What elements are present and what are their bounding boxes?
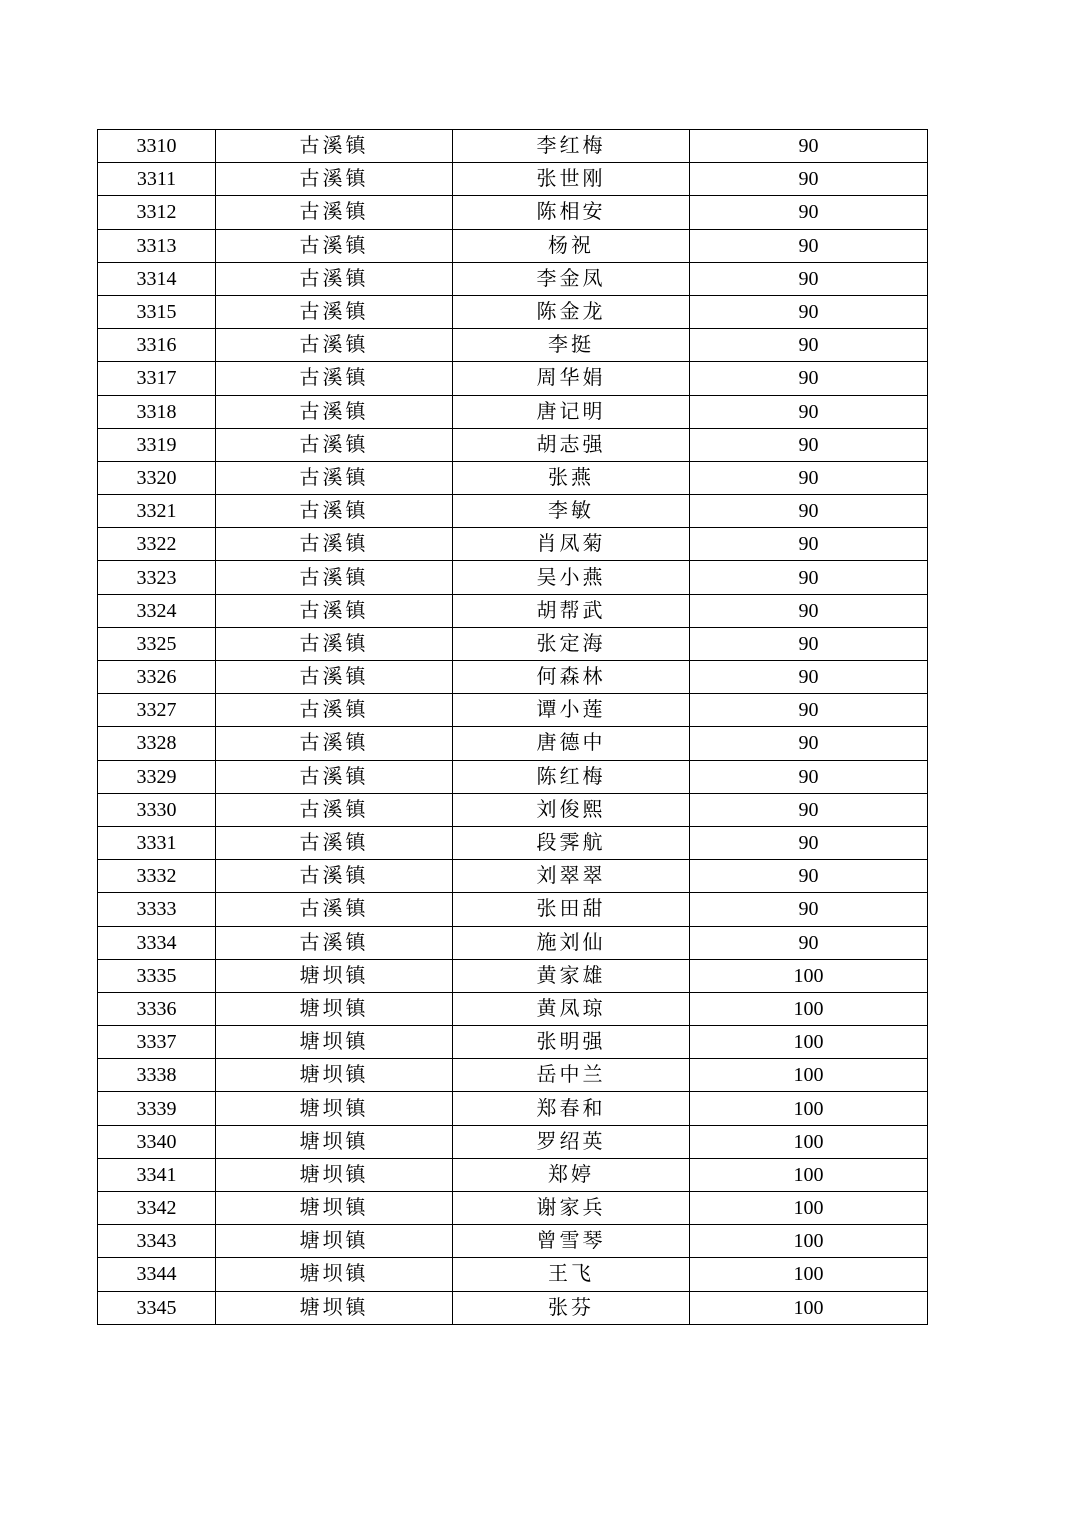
- row-number-cell: 3331: [98, 826, 216, 859]
- table-row: [98, 627, 928, 660]
- amount-cell: 100: [690, 1291, 928, 1324]
- table-row: [98, 1059, 928, 1092]
- table-row: [98, 1225, 928, 1258]
- table-row: [98, 860, 928, 893]
- amount-cell: 100: [690, 1158, 928, 1191]
- amount-cell: 90: [690, 826, 928, 859]
- person-name-cell: 胡志强: [453, 428, 690, 461]
- person-name-cell: 岳中兰: [453, 1059, 690, 1092]
- person-name-cell: 李挺: [453, 329, 690, 362]
- table-row: [98, 229, 928, 262]
- person-name-cell: 李金凤: [453, 262, 690, 295]
- row-number-cell: 3316: [98, 329, 216, 362]
- row-number-cell: 3318: [98, 395, 216, 428]
- person-name-cell: 张芬: [453, 1291, 690, 1324]
- row-number-cell: 3343: [98, 1225, 216, 1258]
- table-row: [98, 495, 928, 528]
- person-name-cell: 王飞: [453, 1258, 690, 1291]
- table-row: [98, 428, 928, 461]
- table-row: [98, 1258, 928, 1291]
- table-row: [98, 959, 928, 992]
- row-number-cell: 3335: [98, 959, 216, 992]
- person-name-cell: 刘翠翠: [453, 860, 690, 893]
- person-name-cell: 施刘仙: [453, 926, 690, 959]
- person-name-cell: 陈相安: [453, 196, 690, 229]
- row-number-cell: 3321: [98, 495, 216, 528]
- table-row: [98, 262, 928, 295]
- row-number-cell: 3315: [98, 295, 216, 328]
- town-cell: 古溪镇: [216, 860, 453, 893]
- amount-cell: 90: [690, 262, 928, 295]
- town-cell: 古溪镇: [216, 428, 453, 461]
- person-name-cell: 黄家雄: [453, 959, 690, 992]
- table-row: [98, 1092, 928, 1125]
- town-cell: 古溪镇: [216, 760, 453, 793]
- person-name-cell: 陈红梅: [453, 760, 690, 793]
- amount-cell: 90: [690, 760, 928, 793]
- town-cell: 古溪镇: [216, 793, 453, 826]
- person-name-cell: 郑春和: [453, 1092, 690, 1125]
- town-cell: 塘坝镇: [216, 1026, 453, 1059]
- town-cell: 古溪镇: [216, 262, 453, 295]
- person-name-cell: 张定海: [453, 627, 690, 660]
- amount-cell: 90: [690, 495, 928, 528]
- row-number-cell: 3334: [98, 926, 216, 959]
- amount-cell: 100: [690, 959, 928, 992]
- town-cell: 塘坝镇: [216, 1125, 453, 1158]
- person-name-cell: 唐德中: [453, 727, 690, 760]
- amount-cell: 90: [690, 395, 928, 428]
- town-cell: 塘坝镇: [216, 1258, 453, 1291]
- row-number-cell: 3320: [98, 461, 216, 494]
- amount-cell: 90: [690, 727, 928, 760]
- table-row: [98, 793, 928, 826]
- town-cell: 塘坝镇: [216, 1192, 453, 1225]
- amount-cell: 90: [690, 295, 928, 328]
- amount-cell: 90: [690, 196, 928, 229]
- table-row: [98, 196, 928, 229]
- amount-cell: 90: [690, 594, 928, 627]
- table-row: [98, 561, 928, 594]
- person-name-cell: 黄凤琼: [453, 992, 690, 1025]
- row-number-cell: 3337: [98, 1026, 216, 1059]
- table-row: [98, 528, 928, 561]
- amount-cell: 100: [690, 1059, 928, 1092]
- town-cell: 古溪镇: [216, 627, 453, 660]
- table-row: [98, 1291, 928, 1324]
- amount-cell: 90: [690, 163, 928, 196]
- person-name-cell: 何森林: [453, 661, 690, 694]
- table-row: [98, 461, 928, 494]
- person-name-cell: 曾雪琴: [453, 1225, 690, 1258]
- row-number-cell: 3329: [98, 760, 216, 793]
- town-cell: 塘坝镇: [216, 1158, 453, 1191]
- town-cell: 古溪镇: [216, 461, 453, 494]
- row-number-cell: 3345: [98, 1291, 216, 1324]
- row-number-cell: 3311: [98, 163, 216, 196]
- person-name-cell: 谭小莲: [453, 694, 690, 727]
- amount-cell: 100: [690, 1092, 928, 1125]
- table-row: [98, 826, 928, 859]
- person-name-cell: 段霁航: [453, 826, 690, 859]
- town-cell: 古溪镇: [216, 229, 453, 262]
- amount-cell: 90: [690, 627, 928, 660]
- town-cell: 塘坝镇: [216, 1059, 453, 1092]
- row-number-cell: 3326: [98, 661, 216, 694]
- row-number-cell: 3322: [98, 528, 216, 561]
- table-row: [98, 1125, 928, 1158]
- amount-cell: 90: [690, 661, 928, 694]
- roster-table: [97, 129, 928, 1325]
- amount-cell: 100: [690, 1192, 928, 1225]
- table-row: [98, 893, 928, 926]
- table-row: [98, 130, 928, 163]
- town-cell: 古溪镇: [216, 362, 453, 395]
- person-name-cell: 李敏: [453, 495, 690, 528]
- town-cell: 古溪镇: [216, 495, 453, 528]
- amount-cell: 90: [690, 130, 928, 163]
- person-name-cell: 肖凤菊: [453, 528, 690, 561]
- town-cell: 古溪镇: [216, 893, 453, 926]
- town-cell: 古溪镇: [216, 727, 453, 760]
- table-row: [98, 163, 928, 196]
- row-number-cell: 3313: [98, 229, 216, 262]
- row-number-cell: 3330: [98, 793, 216, 826]
- person-name-cell: 谢家兵: [453, 1192, 690, 1225]
- town-cell: 古溪镇: [216, 561, 453, 594]
- amount-cell: 90: [690, 428, 928, 461]
- row-number-cell: 3336: [98, 992, 216, 1025]
- town-cell: 古溪镇: [216, 926, 453, 959]
- town-cell: 古溪镇: [216, 528, 453, 561]
- town-cell: 塘坝镇: [216, 1291, 453, 1324]
- row-number-cell: 3314: [98, 262, 216, 295]
- row-number-cell: 3312: [98, 196, 216, 229]
- row-number-cell: 3338: [98, 1059, 216, 1092]
- row-number-cell: 3341: [98, 1158, 216, 1191]
- amount-cell: 90: [690, 694, 928, 727]
- row-number-cell: 3332: [98, 860, 216, 893]
- table-row: [98, 1192, 928, 1225]
- town-cell: 古溪镇: [216, 196, 453, 229]
- roster-table-body: [98, 130, 928, 1325]
- amount-cell: 90: [690, 329, 928, 362]
- row-number-cell: 3325: [98, 627, 216, 660]
- person-name-cell: 陈金龙: [453, 295, 690, 328]
- amount-cell: 100: [690, 1026, 928, 1059]
- row-number-cell: 3327: [98, 694, 216, 727]
- row-number-cell: 3328: [98, 727, 216, 760]
- town-cell: 塘坝镇: [216, 1092, 453, 1125]
- town-cell: 古溪镇: [216, 295, 453, 328]
- town-cell: 塘坝镇: [216, 959, 453, 992]
- town-cell: 古溪镇: [216, 694, 453, 727]
- row-number-cell: 3317: [98, 362, 216, 395]
- amount-cell: 90: [690, 926, 928, 959]
- person-name-cell: 唐记明: [453, 395, 690, 428]
- row-number-cell: 3342: [98, 1192, 216, 1225]
- town-cell: 古溪镇: [216, 163, 453, 196]
- town-cell: 古溪镇: [216, 661, 453, 694]
- amount-cell: 90: [690, 561, 928, 594]
- person-name-cell: 张田甜: [453, 893, 690, 926]
- person-name-cell: 张燕: [453, 461, 690, 494]
- table-row: [98, 1158, 928, 1191]
- table-row: [98, 1026, 928, 1059]
- amount-cell: 100: [690, 992, 928, 1025]
- amount-cell: 90: [690, 362, 928, 395]
- person-name-cell: 罗绍英: [453, 1125, 690, 1158]
- row-number-cell: 3319: [98, 428, 216, 461]
- amount-cell: 90: [690, 793, 928, 826]
- table-row: [98, 295, 928, 328]
- person-name-cell: 周华娟: [453, 362, 690, 395]
- row-number-cell: 3324: [98, 594, 216, 627]
- town-cell: 古溪镇: [216, 329, 453, 362]
- amount-cell: 90: [690, 461, 928, 494]
- table-row: [98, 727, 928, 760]
- table-row: [98, 329, 928, 362]
- person-name-cell: 刘俊熙: [453, 793, 690, 826]
- person-name-cell: 李红梅: [453, 130, 690, 163]
- row-number-cell: 3339: [98, 1092, 216, 1125]
- row-number-cell: 3310: [98, 130, 216, 163]
- table-row: [98, 661, 928, 694]
- person-name-cell: 吴小燕: [453, 561, 690, 594]
- person-name-cell: 张世刚: [453, 163, 690, 196]
- table-row: [98, 694, 928, 727]
- town-cell: 塘坝镇: [216, 992, 453, 1025]
- amount-cell: 90: [690, 528, 928, 561]
- row-number-cell: 3344: [98, 1258, 216, 1291]
- row-number-cell: 3323: [98, 561, 216, 594]
- table-row: [98, 362, 928, 395]
- person-name-cell: 张明强: [453, 1026, 690, 1059]
- person-name-cell: 郑婷: [453, 1158, 690, 1191]
- table-row: [98, 992, 928, 1025]
- table-row: [98, 926, 928, 959]
- table-row: [98, 594, 928, 627]
- amount-cell: 90: [690, 893, 928, 926]
- amount-cell: 90: [690, 860, 928, 893]
- town-cell: 古溪镇: [216, 826, 453, 859]
- amount-cell: 100: [690, 1258, 928, 1291]
- row-number-cell: 3333: [98, 893, 216, 926]
- town-cell: 古溪镇: [216, 395, 453, 428]
- town-cell: 古溪镇: [216, 594, 453, 627]
- person-name-cell: 胡帮武: [453, 594, 690, 627]
- amount-cell: 90: [690, 229, 928, 262]
- town-cell: 古溪镇: [216, 130, 453, 163]
- town-cell: 塘坝镇: [216, 1225, 453, 1258]
- table-row: [98, 760, 928, 793]
- person-name-cell: 杨祝: [453, 229, 690, 262]
- amount-cell: 100: [690, 1125, 928, 1158]
- row-number-cell: 3340: [98, 1125, 216, 1158]
- table-row: [98, 395, 928, 428]
- amount-cell: 100: [690, 1225, 928, 1258]
